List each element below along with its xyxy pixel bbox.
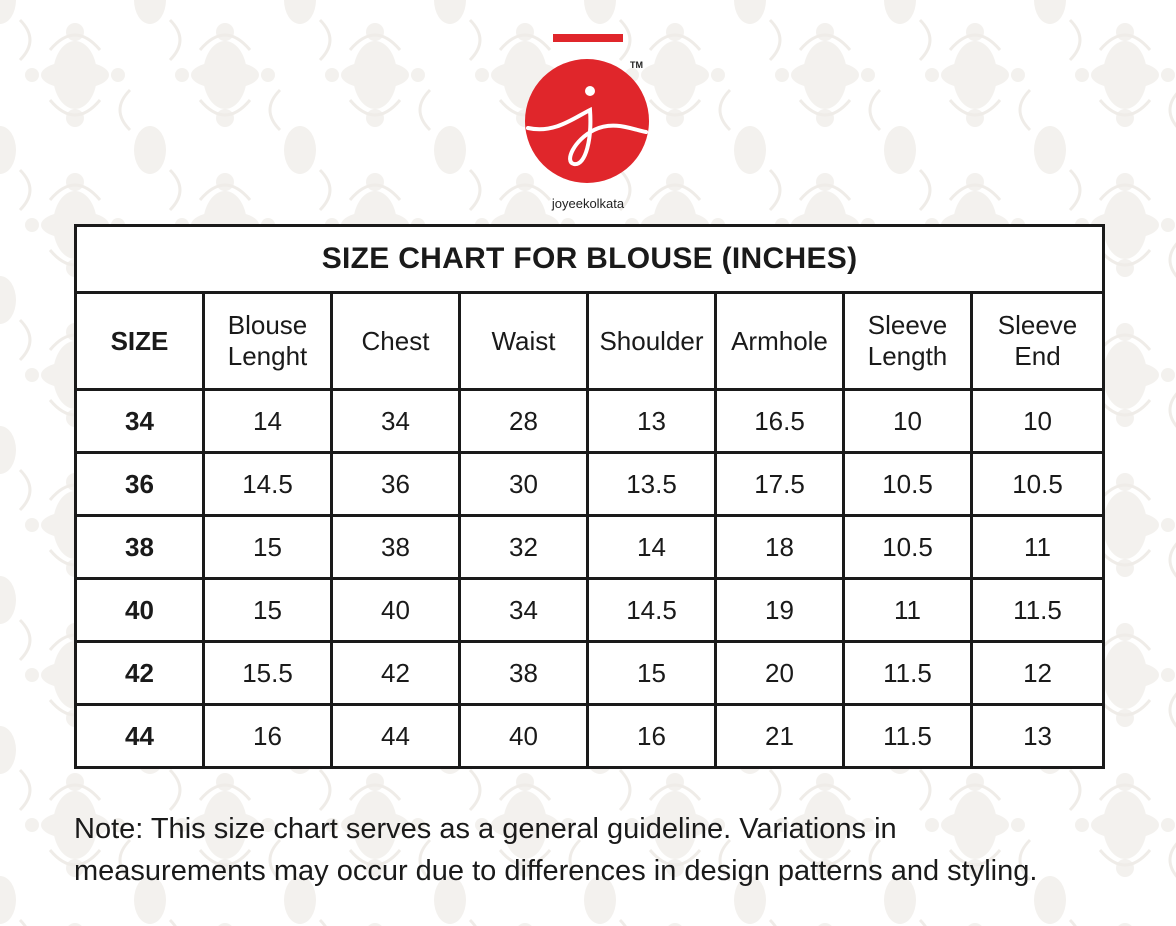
measurement-cell: 18 xyxy=(716,516,844,579)
measurement-cell: 36 xyxy=(332,453,460,516)
header-shoulder xyxy=(588,293,716,390)
measurement-cell: 13 xyxy=(972,705,1104,768)
table-title: SIZE CHART FOR BLOUSE (INCHES) xyxy=(76,226,1104,293)
header-label: End xyxy=(1014,341,1061,371)
measurement-cell: 10 xyxy=(844,390,972,453)
table-row xyxy=(76,705,1104,768)
header-sleeve-end xyxy=(972,293,1104,390)
measurement-cell: 19 xyxy=(716,579,844,642)
header-size xyxy=(76,293,204,390)
header-blouse-length xyxy=(204,293,332,390)
measurement-cell: 11 xyxy=(844,579,972,642)
header-label: Chest xyxy=(361,325,430,356)
header-label: SIZE xyxy=(110,325,169,356)
measurement-cell: 21 xyxy=(716,705,844,768)
measurement-cell: 40 xyxy=(460,705,588,768)
table-row xyxy=(76,390,1104,453)
measurement-cell: 15.5 xyxy=(204,642,332,705)
header-chest xyxy=(332,293,460,390)
measurement-cell: 28 xyxy=(460,390,588,453)
size-cell: 38 xyxy=(76,516,204,579)
measurement-cell: 38 xyxy=(460,642,588,705)
measurement-cell: 20 xyxy=(716,642,844,705)
measurement-cell: 10 xyxy=(972,390,1104,453)
header-label: Waist xyxy=(491,325,556,356)
measurement-cell: 16.5 xyxy=(716,390,844,453)
measurement-cell: 10.5 xyxy=(844,453,972,516)
measurement-cell: 14.5 xyxy=(204,453,332,516)
header-label: Sleeve xyxy=(867,310,948,340)
measurement-cell: 16 xyxy=(588,705,716,768)
header-label: Lenght xyxy=(227,341,308,371)
table-row xyxy=(76,579,1104,642)
measurement-cell: 11.5 xyxy=(844,705,972,768)
size-cell: 34 xyxy=(76,390,204,453)
header-label: Shoulder xyxy=(599,325,704,356)
brand-logo xyxy=(510,34,670,219)
header-label: Length xyxy=(867,341,948,371)
table-body xyxy=(76,390,1104,768)
measurement-cell: 32 xyxy=(460,516,588,579)
measurement-cell: 10.5 xyxy=(972,453,1104,516)
header-waist xyxy=(460,293,588,390)
blouse-size-table xyxy=(74,224,1105,769)
measurement-cell: 11.5 xyxy=(844,642,972,705)
trademark-symbol: TM xyxy=(630,60,643,70)
note-line-2: measurements may occur due to differences in design patterns and styling. xyxy=(74,855,1038,887)
measurement-cell: 14 xyxy=(204,390,332,453)
table-header-row xyxy=(76,293,1104,390)
header-label: Armhole xyxy=(731,325,828,356)
size-cell: 40 xyxy=(76,579,204,642)
size-cell: 36 xyxy=(76,453,204,516)
table-row xyxy=(76,453,1104,516)
note-line-1: Note: This size chart serves as a general guideline. Variations in xyxy=(74,813,897,845)
measurement-cell: 13 xyxy=(588,390,716,453)
header-armhole xyxy=(716,293,844,390)
logo-accent-bar xyxy=(553,34,623,42)
measurement-cell: 30 xyxy=(460,453,588,516)
header-sleeve-length xyxy=(844,293,972,390)
header-label: Sleeve xyxy=(997,310,1078,340)
measurement-cell: 15 xyxy=(588,642,716,705)
measurement-cell: 16 xyxy=(204,705,332,768)
measurement-cell: 14 xyxy=(588,516,716,579)
measurement-cell: 11.5 xyxy=(972,579,1104,642)
size-cell: 44 xyxy=(76,705,204,768)
measurement-cell: 34 xyxy=(332,390,460,453)
measurement-cell: 42 xyxy=(332,642,460,705)
measurement-cell: 34 xyxy=(460,579,588,642)
measurement-cell: 17.5 xyxy=(716,453,844,516)
size-cell: 42 xyxy=(76,642,204,705)
measurement-cell: 15 xyxy=(204,516,332,579)
size-note xyxy=(74,808,1164,892)
logo-j-emblem xyxy=(524,58,650,184)
measurement-cell: 40 xyxy=(332,579,460,642)
measurement-cell: 44 xyxy=(332,705,460,768)
measurement-cell: 15 xyxy=(204,579,332,642)
measurement-cell: 14.5 xyxy=(588,579,716,642)
measurement-cell: 10.5 xyxy=(844,516,972,579)
measurement-cell: 12 xyxy=(972,642,1104,705)
measurement-cell: 38 xyxy=(332,516,460,579)
measurement-cell: 11 xyxy=(972,516,1104,579)
header-label: Blouse xyxy=(227,310,308,340)
measurement-cell: 13.5 xyxy=(588,453,716,516)
table-row xyxy=(76,516,1104,579)
brand-name: joyeekolkata xyxy=(551,196,625,211)
table-row xyxy=(76,642,1104,705)
